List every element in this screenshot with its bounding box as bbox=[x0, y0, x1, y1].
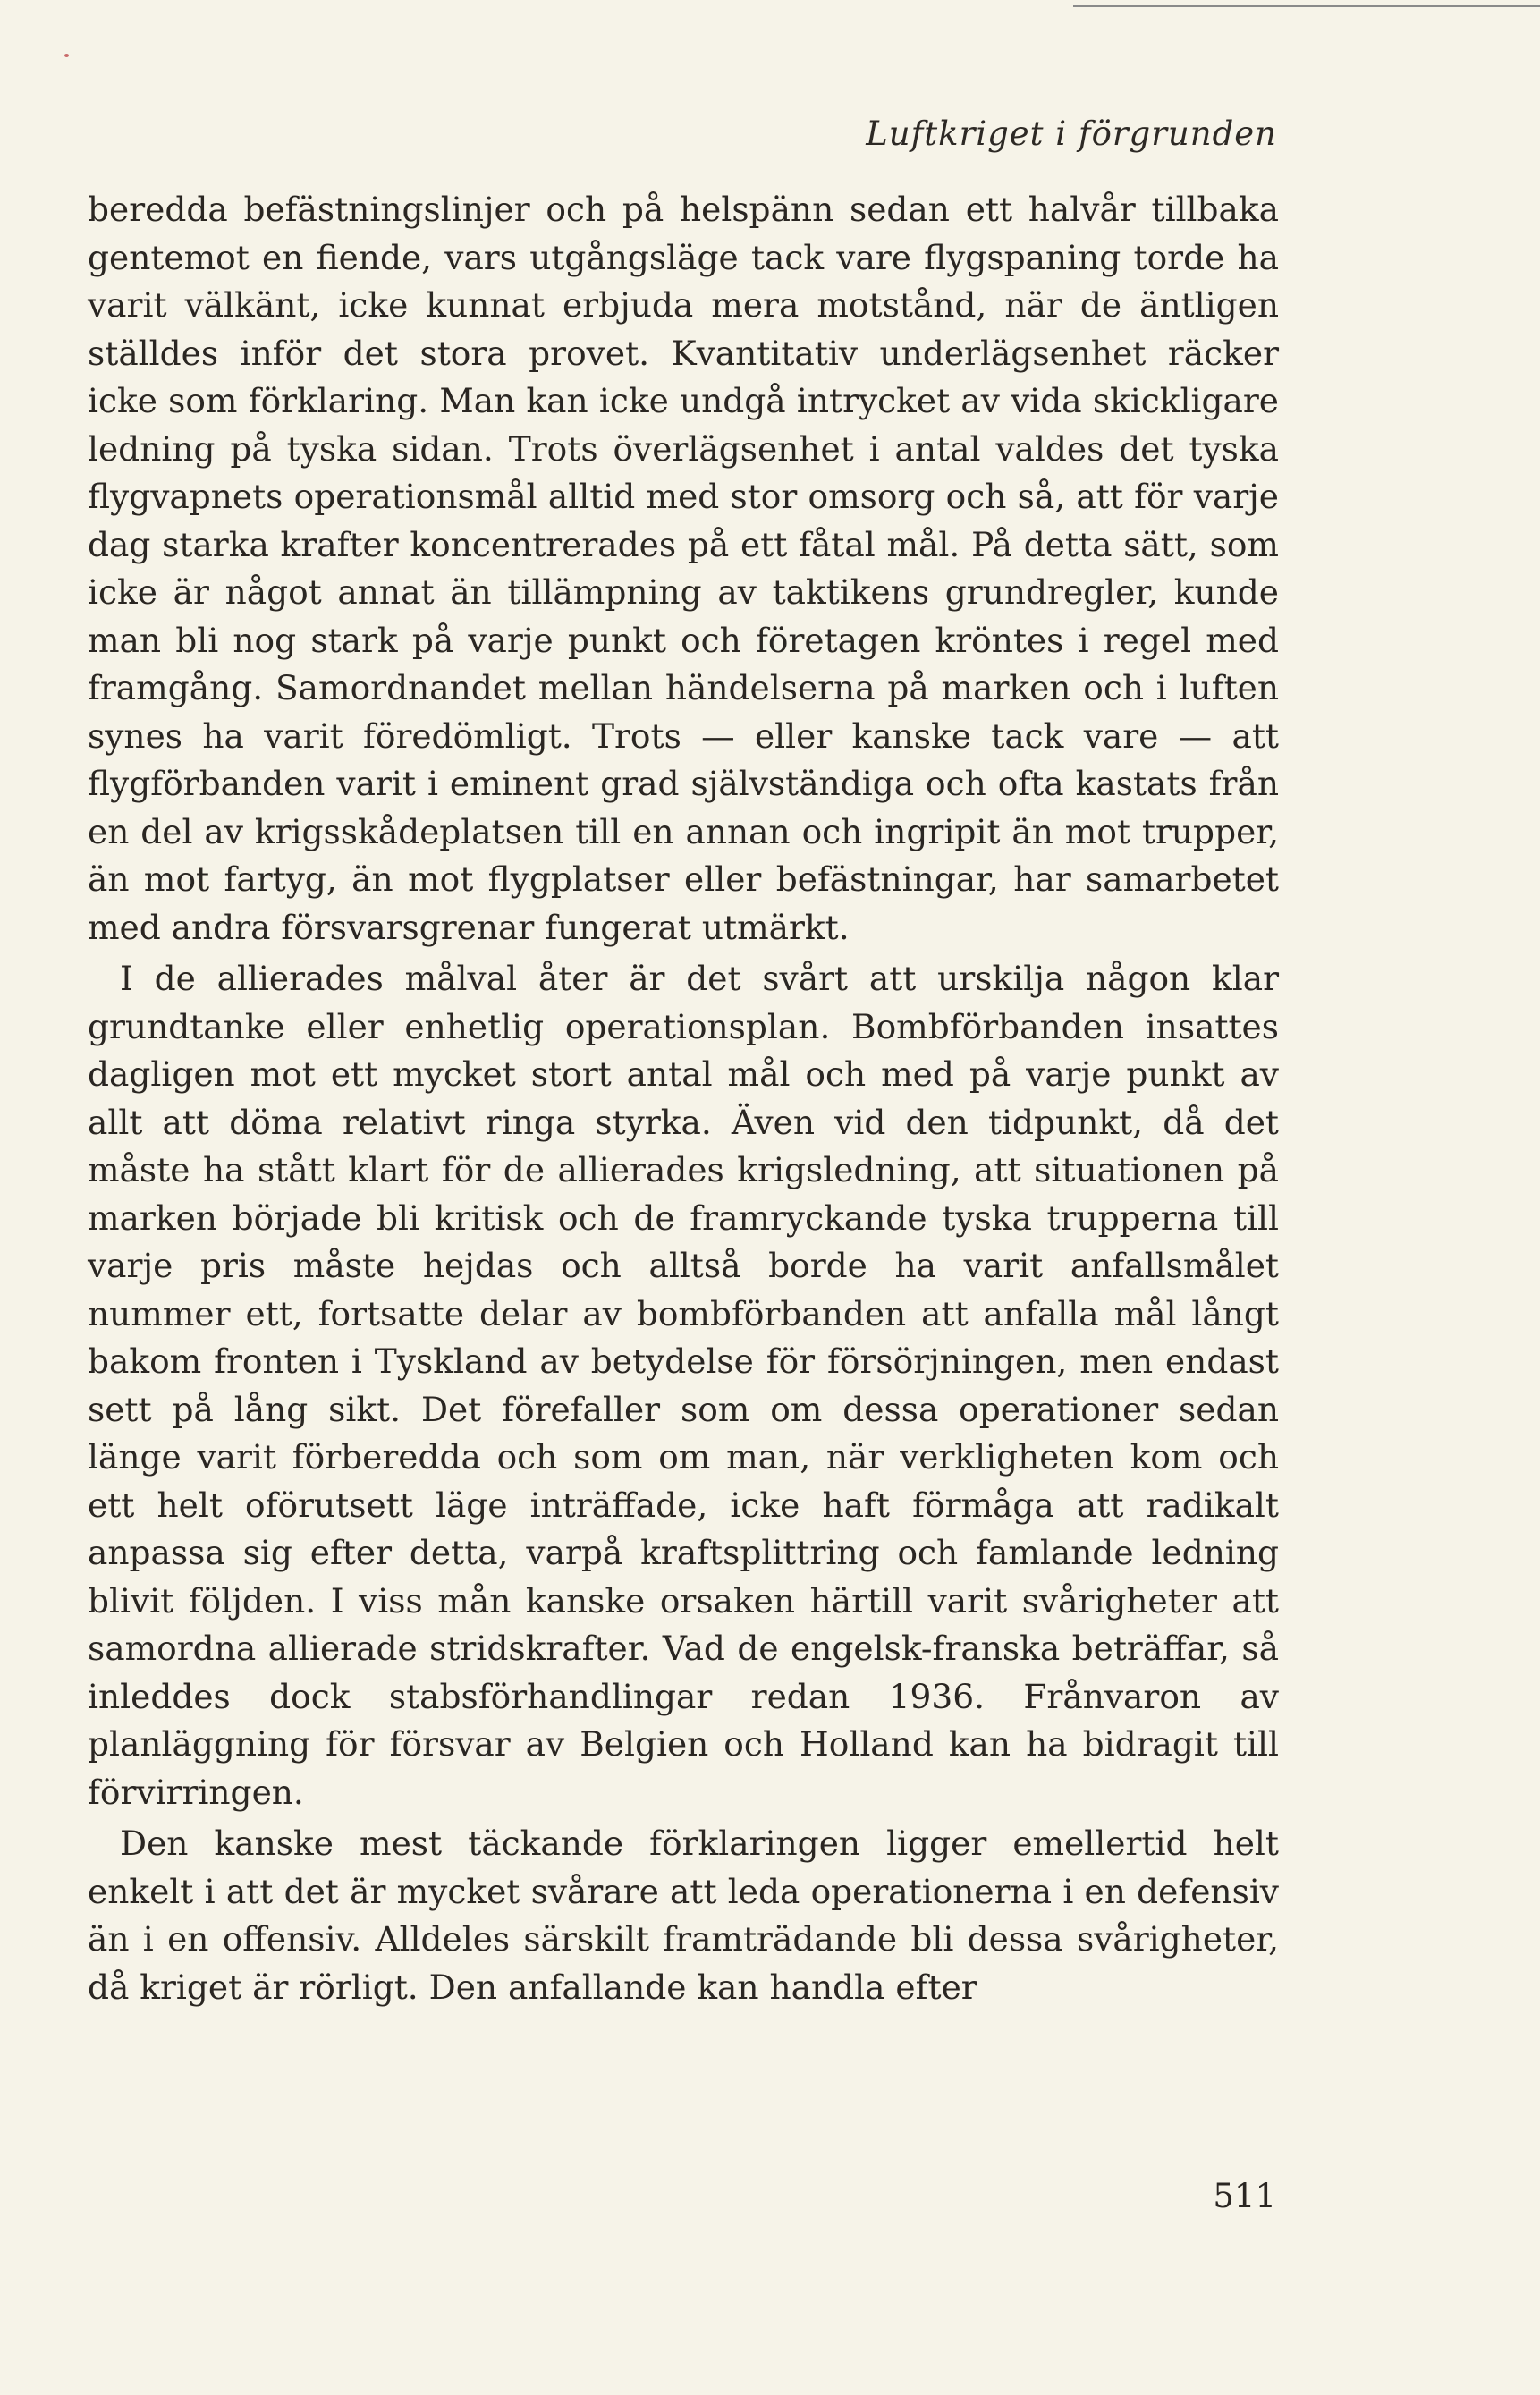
paragraph-2: I de allierades målval åter är det svårt att urskilja någon klar grundtanke eller enhetlig operationsplan. Bombförbanden insattes dagligen mot ett mycket stort antal mål och med på varje punkt av allt att döma relativt ringa styrka. Även vid den tidpunkt, då det måste ha stått klart för de allierades krigsledning, att situationen på marken började bli kritisk och de framryckande tyska trupperna till varje pris måste hejdas och alltså borde ha varit anfallsmålet nummer ett, fortsatte delar av bombförbanden att anfalla mål långt bakom fronten i Tyskland av betydelse för försörjningen, men endast sett på lång sikt. Det förefaller som om dessa operationer sedan länge varit förberedda och som om man, när verkligheten kom och ett helt oförutsett läge inträffade, icke haft förmåga att radikalt anpassa sig efter detta, varpå kraftsplittring och famlande ledning blivit följden. I viss mån kanske orsaken härtill varit svårigheter att samordna allierade stridskrafter. Vad de engelsk-franska beträffar, så inleddes dock stabsförhandlingar redan 1936. Frånvaron av planläggning för försvar av Belgien och Holland kan ha bidragit till förvirringen. bbox=[88, 959, 1279, 1812]
scan-speck bbox=[64, 54, 69, 57]
paragraph-3: Den kanske mest täckande förklaringen ligger emellertid helt enkelt i att det är mycket svårare att leda operationerna i en defensiv än i en offensiv. Alldeles särskilt framträdande bli dessa svårigheter, då kriget är rörligt. Den anfallande kan handla efter bbox=[88, 1824, 1279, 2007]
page-number: 511 bbox=[1213, 2177, 1276, 2215]
scan-top-border bbox=[1073, 5, 1540, 7]
paragraph-1: beredda befästningslinjer och på helspänn sedan ett halvår tillbaka gentemot en fiende, vars utgångsläge tack vare flygspaning torde ha varit välkänt, icke kunnat erbjuda mera motstånd, när de äntligen ställdes inför det stora provet. Kvantitativ underlägsenhet räcker icke som förklaring. Man kan icke undgå intrycket av vida skickligare ledning på tyska sidan. Trots överlägsenhet i antal valdes det tyska flygvapnets operationsmål alltid med stor omsorg och så, att för varje dag starka krafter koncentrerades på ett fåtal mål. På detta sätt, som icke är något annat än tillämpning av taktikens grundregler, kunde man bli nog stark på varje punkt och företagen kröntes i regel med framgång. Samordnandet mellan händelserna på marken och i luften synes ha varit föredömligt. Trots — eller kanske tack vare — att flygförbanden varit i eminent grad självständiga och ofta kastats från en del av krigsskådeplatsen till en annan och ingripit än mot trupper, än mot fartyg, än mot flygplatser eller befästningar, har samarbetet med andra försvarsgrenar fungerat utmärkt. bbox=[88, 190, 1279, 947]
body-text bbox=[88, 186, 1279, 2011]
running-head: Luftkriget i förgrunden bbox=[866, 114, 1277, 153]
